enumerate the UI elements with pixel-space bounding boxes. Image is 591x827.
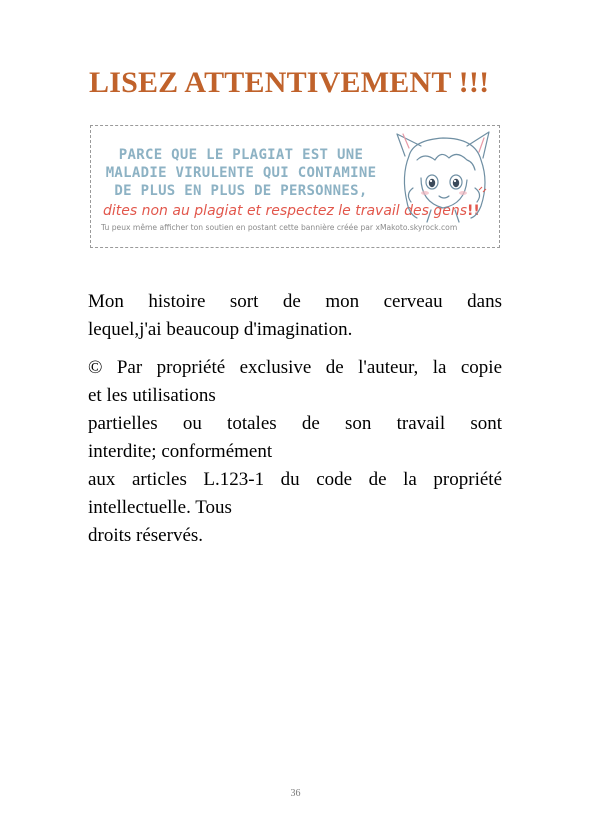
paragraph-copyright-line-3: partielles ou totales de son travail sont	[88, 413, 502, 434]
page-number: 36	[290, 788, 301, 799]
paragraph-story-line-1: Mon histoire sort de mon cerveau dans	[88, 291, 502, 312]
body-text	[88, 288, 502, 550]
paragraph-copyright-line-5: aux articles L.123-1 du code de la propriété	[88, 469, 502, 490]
banner-credit: Tu peux même afficher ton soutien en postant cette bannière créée par xMakoto.skyrock.com	[101, 223, 458, 232]
anti-plagiarism-banner	[90, 125, 500, 248]
banner-line-1: PARCE QUE LE PLAGIAT EST UNE	[118, 147, 364, 163]
paragraph-copyright-line-4: interdite; conformément	[88, 441, 273, 462]
banner-red-exclamation: !!	[467, 203, 480, 219]
paragraph-story	[88, 288, 502, 344]
paragraph-copyright	[88, 354, 502, 550]
banner-line-2: MALADIE VIRULENTE QUI CONTAMINE	[105, 165, 377, 181]
cat-girl-illustration-icon	[391, 126, 500, 226]
paragraph-story-line-2: lequel,j'ai beaucoup d'imagination.	[88, 319, 353, 340]
banner-line-3: DE PLUS EN PLUS DE PERSONNES,	[114, 183, 368, 199]
paragraph-copyright-line-7: droits réservés.	[88, 525, 204, 546]
page-title: LISEZ ATTENTIVEMENT !!!	[89, 66, 490, 99]
paragraph-copyright-line-6: intellectuelle. Tous	[88, 497, 232, 518]
paragraph-copyright-line-2: et les utilisations	[88, 385, 216, 406]
paragraph-copyright-line-1: © Par propriété exclusive de l'auteur, la copie	[88, 357, 502, 378]
banner-red-text: dites non au plagiat et respectez le travail des gens	[103, 203, 468, 219]
